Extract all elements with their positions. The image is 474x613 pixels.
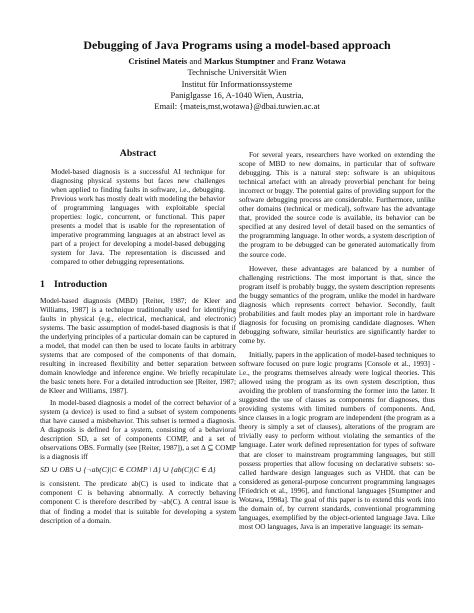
section-number: 1	[40, 278, 45, 290]
author-separator: and	[189, 56, 202, 66]
body-paragraph: Model-based diagnosis (MBD) [Reiter, 1987; de Kleer and Williams, 1987] is a technique traditionally used for identifying faults in physical (e.g., electrical, mechanical, and electronic) systems. The basic assumption of model-based diagnosis is that if the underlying principles of a particular domain can be captured in a model, that model can then be used to locate faults in arbitrary systems that are composed of the components of that domain, resulting in increased flexibility and better separation between domain knowledge and inference engine. We briefly recapitulate the basic tenets here. For a detailed introduction see [Reiter, 1987; de Kleer and Williams, 1987].	[40, 295, 236, 395]
author-block	[0, 56, 474, 112]
body-paragraph: However, these advantages are balanced by a number of challenging restrictions. The most important is that, since the program itself is probably buggy, the system description represents the buggy semantics of the program, unlike the model in hardware diagnosis which represents correct behavior. Secondly, fault probabilities and fault modes play an important role in hardware diagnosis for focusing on promising candidate diagnoses. When debugging software, similar heuristics are significantly harder to come by.	[239, 263, 435, 345]
author-line	[0, 56, 474, 67]
diagnosis-formula: SD ∪ OBS ∪ {¬ab(C)|C ∈ COMP \ Δ} ∪ {ab(C)|C ∈ Δ}	[40, 465, 216, 475]
section-title: Introduction	[54, 278, 108, 290]
section-heading	[40, 279, 236, 291]
body-paragraph: is consistent. The predicate ab(C) is used to indicate that a component C is behaving abnormally. A correctly behaving component C is therefore described by ¬ab(C). A central issue is that of finding a model that is suitable for developing a system description of a domain.	[40, 479, 236, 525]
body-paragraph: In model-based diagnosis a model of the correct behavior of a system (a device) is used to find a subset of system components that have caused a misbehavior. This subset is termed a diagnosis. A diagnosis is defined for a system, consisting of a behavioral description SD, a set of components COMP, and a set of observations OBS. Formally (see [Reiter, 1987]), a set Δ ⊆ COMP is a diagnosis iff	[40, 398, 236, 462]
left-column	[40, 148, 236, 525]
abstract-text: Model-based diagnosis is a successful AI technique for diagnosing physical systems but faces new challenges when applied to finding faults in software, i.e., debugging. Previous work has mostly dealt with modeling the behavior of programming languages with exploitable special properties: logic, concurrent, or functional. This paper presents a model that is usable for the representation of imperative programming languages at an abstract level as part of a project for developing a model-based debugging system for Java. The representation is discussed and compared to other debugging representations.	[51, 167, 225, 267]
paper-title: Debugging of Java Programs using a model-based approach	[83, 38, 391, 52]
author-separator: and	[277, 56, 290, 66]
affiliation-line: Technische Universität Wien	[187, 67, 287, 78]
affiliation-line: Institut für Informationssysteme	[181, 78, 293, 89]
right-column	[239, 150, 435, 531]
body-paragraph: Initially, papers in the application of model-based techniques to software focused on pure logic programs [Console et al., 1993] - i.e., the programs themselves already were logical theories. This allowed using the program as its own system description, thus avoiding the problem of transforming the former into the latter. It suggested the use of clauses as components for diagnoses, thus providing systems with limited numbers of components. And, since clauses in a logic program are independent (the program as a theory is simply a set of clauses), alterations of the program are trivially easy to perform without violating the semantics of the language. Later work defined representation for types of software that are closer to mainstream programming languages, but still possess properties that allow focusing on declarative subsets: so-called hardware design languages such as VHDL that can be considered as general-purpose concurrent programming languages [Friedrich et al., 1996], and functional languages [Stumptner and Wotawa, 1998a]. The goal of this paper is to extend this work into the domain of, by current standards, conventional programming languages, exemplified by the object-oriented language Java. Like most OO languages, Java is an imperative language: its seman-	[239, 349, 435, 531]
author-name: Markus Stumptner	[204, 56, 275, 66]
body-paragraph: For several years, researchers have worked on extending the scope of MBD to new domains, in particular that of software debugging. This is a natural step: software is an ubiquitous technical artefact with an already proverbial penchant for being incorrect or buggy. The potential gains of providing support for the software debugging process are considerable. Furthermore, unlike other domains (technical or medical), software has the advantage that, provided the source code is available, its behavior can be specified at any desired level of detail based on the semantics of the programming language. In other words, a system description of the program to be debugged can be generated automatically from the source code.	[239, 150, 435, 259]
author-name: Franz Wotawa	[291, 56, 346, 66]
author-name: Cristinel Mateis	[128, 56, 188, 66]
abstract-heading: Abstract	[119, 148, 157, 159]
affiliation-email: Email: {mateis,mst,wotawa}@dbai.tuwien.ac.at	[154, 101, 320, 112]
affiliation-line: Paniglgasse 16, A-1040 Wien, Austria,	[170, 89, 304, 100]
